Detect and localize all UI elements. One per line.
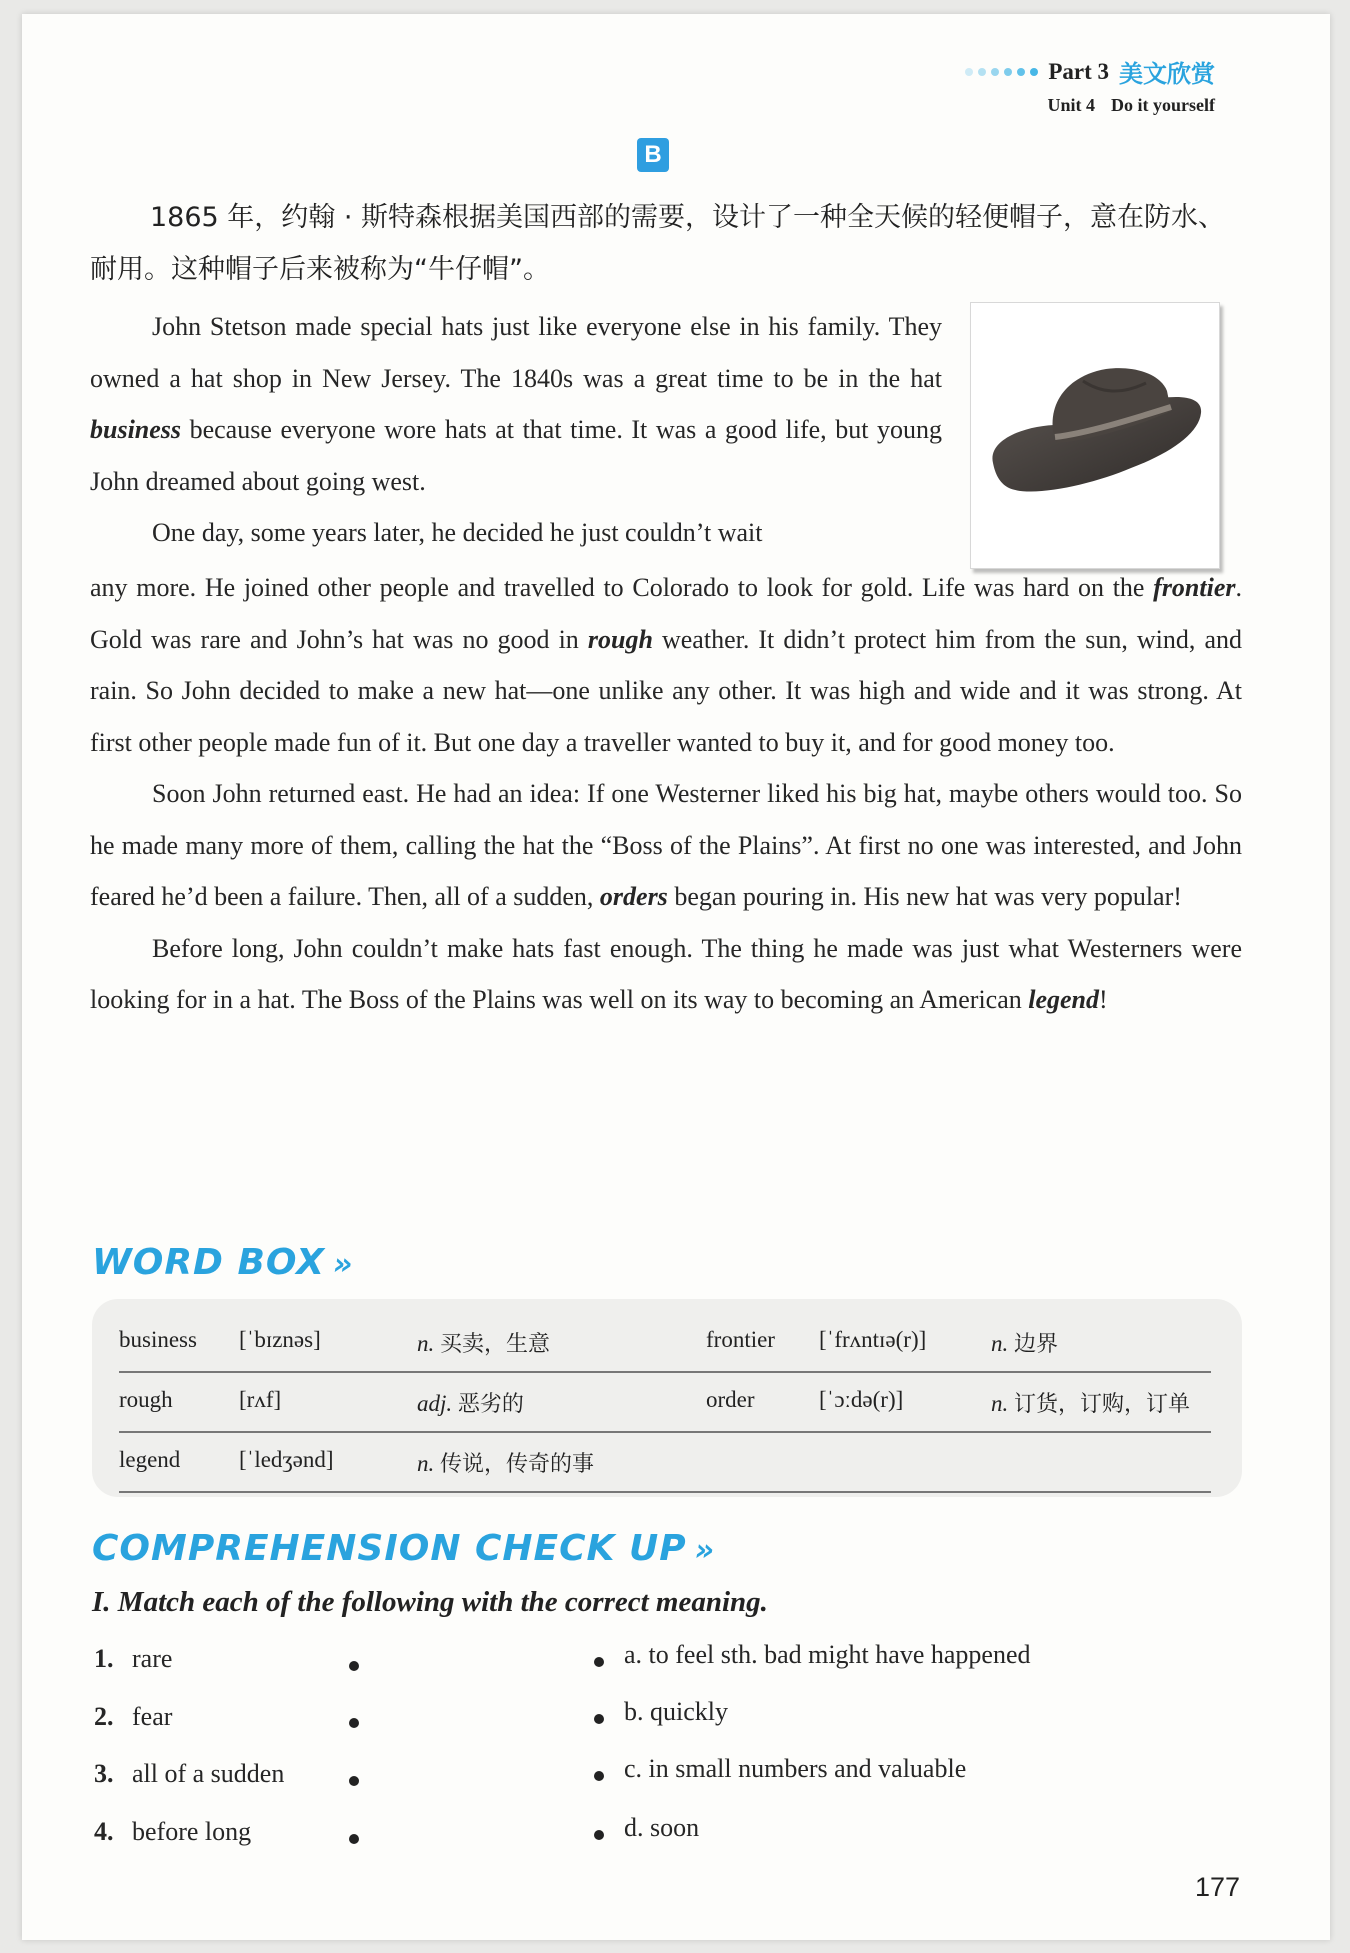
match-dot-left[interactable] [349, 1661, 359, 1671]
match-left-item: 3. all of a sudden [94, 1759, 285, 1788]
section-b-badge: B [637, 138, 669, 172]
match-dot-right[interactable] [594, 1714, 604, 1724]
textbook-page [22, 14, 1330, 1940]
match-right-item: c. in small numbers and valuable [624, 1754, 967, 1783]
chinese-intro: 1865 年，约翰 · 斯特森根据美国西部的需要，设计了一种全天候的轻便帽子，意在防水、耐用。这种帽子后来被称为“牛仔帽”。 [90, 202, 1226, 285]
decorative-dots-icon [965, 68, 1038, 76]
match-left-item: 4. before long [94, 1817, 252, 1846]
part-label: Part 3 [1048, 58, 1109, 84]
page-header [965, 54, 1215, 116]
match-dot-left[interactable] [349, 1718, 359, 1728]
match-left-item: 2. fear [94, 1702, 173, 1731]
unit-title: Do it yourself [1111, 95, 1215, 115]
match-dot-left[interactable] [349, 1776, 359, 1786]
word-box-row: business [ˈbɪznəs] n. 买卖，生意 frontier [ˈfrʌntɪə(r)] n. 边界 [119, 1313, 1211, 1373]
match-right-item: d. soon [624, 1813, 700, 1842]
keyword-legend: legend [1028, 985, 1100, 1014]
word-box [92, 1299, 1242, 1497]
word-box-row: rough [rʌf] adj. 恶劣的 order [ˈɔːdə(r)] n. 订货，订购，订单 [119, 1373, 1211, 1433]
keyword-rough: rough [587, 624, 653, 654]
match-dot-left[interactable] [349, 1834, 359, 1844]
story-paragraph-3: Soon John returned east. He had an idea: If one Westerner liked his big hat, maybe others would too. So he made many more of them, calling the hat the “Boss of the Plains”. At first no one was interested, and John feared he’d been a failure. Then, all of a sudden, [90, 779, 1242, 911]
word-box-row: legend [ˈledʒənd] n. 传说，传奇的事 [119, 1433, 1211, 1493]
keyword-business: business [90, 415, 182, 444]
match-left-item: 1. rare [94, 1644, 173, 1673]
match-right-item: b. quickly [624, 1697, 728, 1726]
question-title: I. Match each of the following with the correct meaning. [92, 1586, 768, 1618]
match-right-item: a. to feel sth. bad might have happened [624, 1640, 1031, 1669]
part-title-cn: 美文欣赏 [1119, 60, 1215, 88]
chevron-right-icon: » [694, 1533, 716, 1568]
match-dot-right[interactable] [594, 1657, 604, 1667]
story-paragraph-1: John Stetson made special hats just like everyone else in his family. They owned a hat shop in New Jersey. The 1840s was a great time to be in the hat business because everyone wore hats at that time. It was a good life, but young John dreamed about going west. One day, some years later, he decided he just couldn’t wait [90, 312, 942, 547]
story-paragraph-2: any more. He joined other people and travelled to Colorado to look for gold. Life was hard on the frontier. Gold was rare and John’s hat was no good in rough weather. It didn’t protect him from the sun, wind, and rain. So John decided to make a new hat—one unlike any other. It was high and wide and it was strong. At first other people made fun of it. But one day a traveller wanted to buy it, and for good money too. Soon John returned east. He had an idea: If one Westerner liked his big hat, maybe others would too. So he made many more of them, calling the hat the “Boss of the Plains”. At first no one was interested, and John feared he’d been a failure. Then, all of a sudden, orders began pouring in. His new hat was very popular! Before long, John couldn’t make hats fast enough. The thing he made was just what Westerners were looking for in a hat. The Boss of the Plains was well on its way to becoming an American legend! [90, 573, 1242, 1014]
chevron-right-icon: » [332, 1247, 354, 1282]
word-box-title: WORD BOX » [92, 1242, 354, 1283]
unit-label: Unit 4 [1047, 95, 1096, 115]
story-paragraph-4: Before long, John couldn’t make hats fast enough. The thing he made was just what Westerners were looking for in a hat. The Boss of the Plains was well on its way to becoming an American [90, 933, 1242, 1014]
page-number: 177 [1195, 1872, 1241, 1902]
match-dot-right[interactable] [594, 1771, 604, 1781]
match-dot-right[interactable] [594, 1830, 604, 1840]
comprehension-title: COMPREHENSION CHECK UP » [92, 1528, 716, 1569]
keyword-orders: orders [599, 882, 668, 911]
cowboy-hat-photo [970, 302, 1220, 569]
keyword-frontier: frontier [1153, 573, 1236, 602]
cowboy-hat-icon [971, 303, 1219, 568]
